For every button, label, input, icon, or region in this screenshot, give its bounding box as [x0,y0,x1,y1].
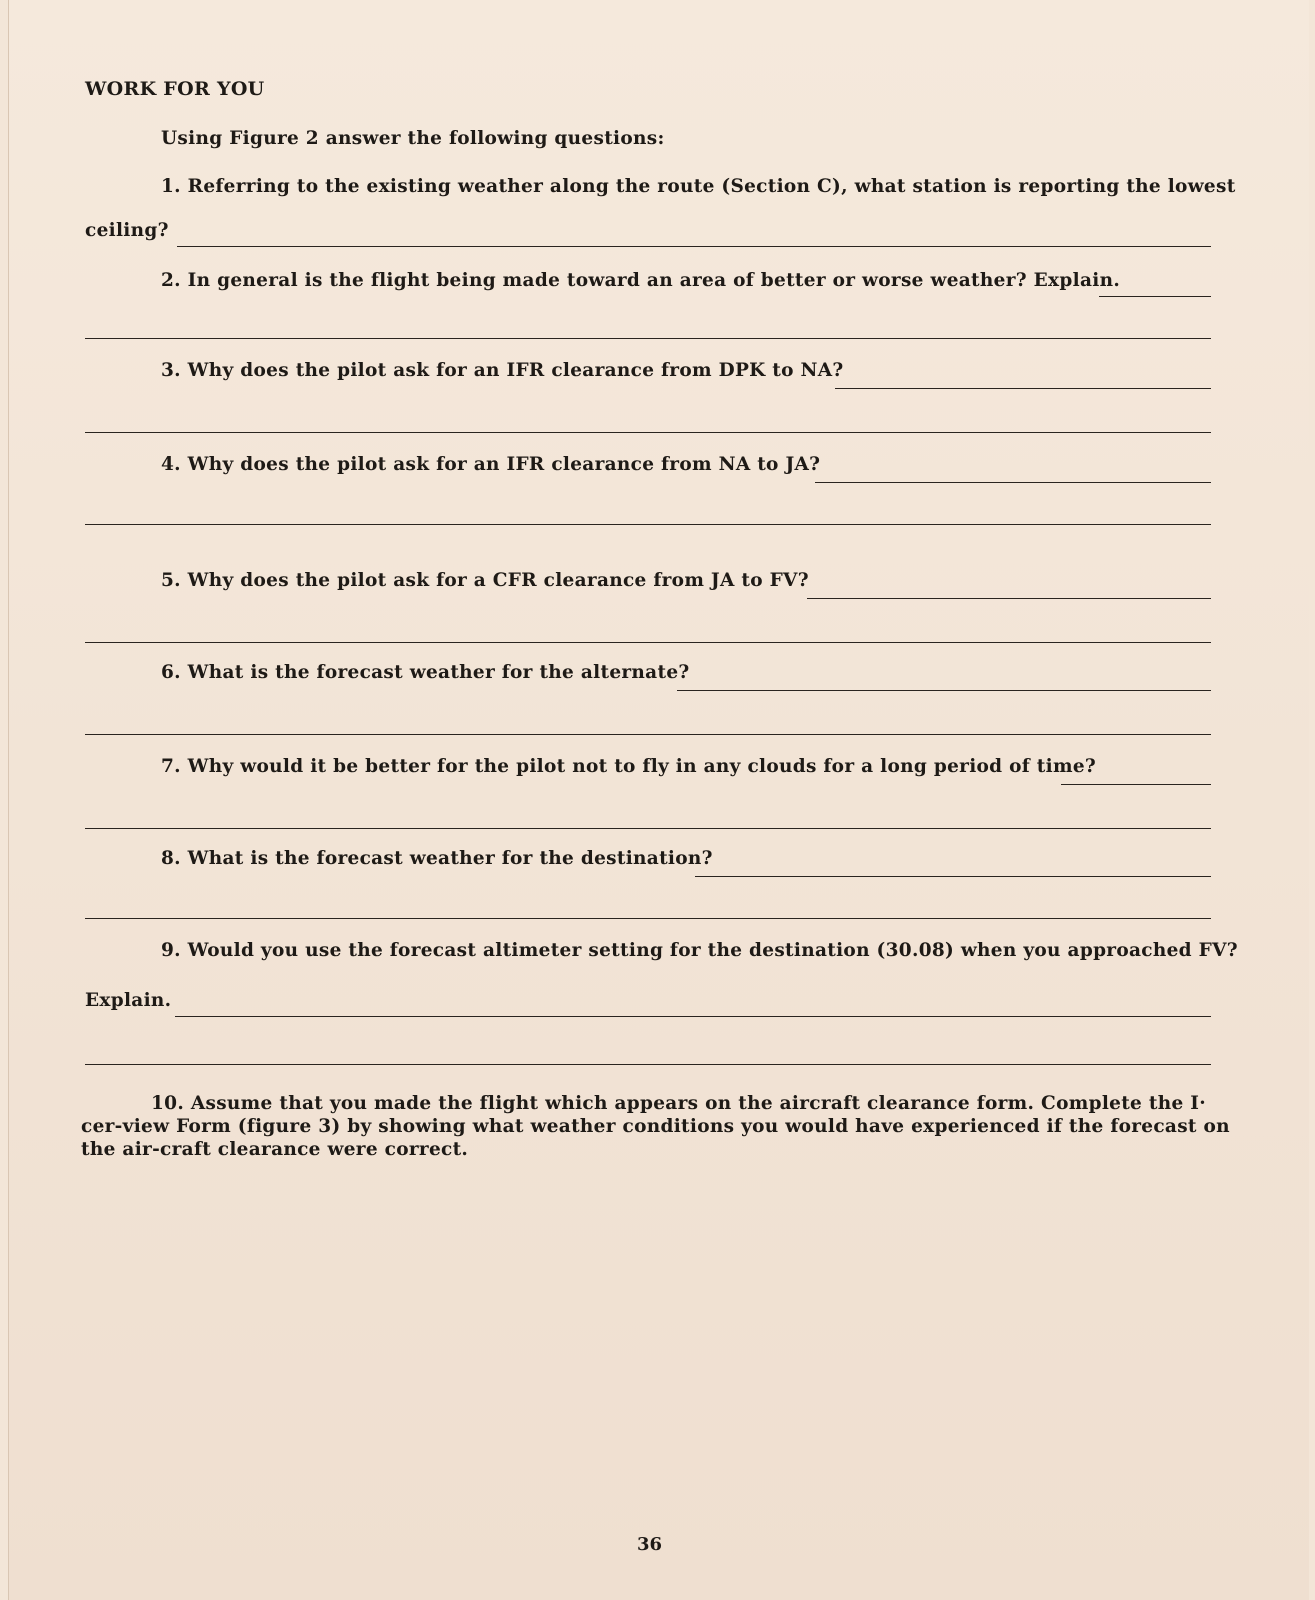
question-number: 2. [161,270,181,291]
question-number: 4. [161,454,181,475]
question-8 [161,848,713,869]
question-1-continuation: ceiling? [85,220,169,241]
question-number: 8. [161,848,181,869]
question-number: 9. [161,940,181,961]
answer-line[interactable] [677,690,1211,691]
answer-line[interactable] [1099,296,1211,297]
question-number: 6. [161,662,181,683]
answer-line[interactable] [85,1064,1211,1065]
question-text: Would you use the forecast altimeter setting for the destination (30.08) when you approached FV? [187,940,1238,961]
page-number: 36 [637,1534,663,1555]
question-text: In general is the flight being made toward an area of better or worse weather? Explain. [187,270,1121,291]
answer-line[interactable] [85,338,1211,339]
answer-line[interactable] [175,1016,1211,1017]
question-5 [161,570,809,591]
question-text: Assume that you made the flight which appears on the aircraft clearance form. Complete the I· cer-view Form (figure 3) by showing what weather conditions you would have experienced if the forecast on the air-craft clearance were correct. [81,1093,1230,1160]
answer-line[interactable] [85,734,1211,735]
question-text: What is the forecast weather for the destination? [187,848,713,869]
question-number: 5. [161,570,181,591]
question-text: What is the forecast weather for the alternate? [187,662,690,683]
question-text: Why does the pilot ask for a CFR clearance from JA to FV? [187,570,809,591]
question-9 [161,940,1238,961]
answer-line[interactable] [1061,784,1211,785]
question-2 [161,270,1120,291]
question-text: Why does the pilot ask for an IFR clearance from NA to JA? [187,454,821,475]
answer-line[interactable] [815,482,1211,483]
question-9-continuation: Explain. [85,990,172,1011]
question-text: Why would it be better for the pilot not to fly in any clouds for a long period of time? [187,756,1097,777]
answer-line[interactable] [835,388,1211,389]
question-text: Why does the pilot ask for an IFR clearance from DPK to NA? [187,360,844,381]
question-text: Referring to the existing weather along the route (Section C), what station is reporting the lowest [187,176,1236,197]
worksheet-page [8,0,1309,1600]
answer-line[interactable] [85,432,1211,433]
answer-line[interactable] [85,828,1211,829]
question-1 [161,176,1236,197]
question-3 [161,360,844,381]
question-7 [161,756,1096,777]
answer-line[interactable] [85,918,1211,919]
answer-line[interactable] [85,642,1211,643]
question-number: 3. [161,360,181,381]
instructions: Using Figure 2 answer the following questions: [161,128,665,149]
answer-line[interactable] [177,246,1211,247]
question-10 [81,1092,1241,1161]
question-4 [161,454,820,475]
answer-line[interactable] [85,524,1211,525]
answer-line[interactable] [807,598,1211,599]
section-heading: WORK FOR YOU [85,78,265,100]
question-number: 7. [161,756,181,777]
question-number: 10. [151,1093,185,1114]
question-6 [161,662,690,683]
answer-line[interactable] [695,876,1211,877]
question-number: 1. [161,176,181,197]
